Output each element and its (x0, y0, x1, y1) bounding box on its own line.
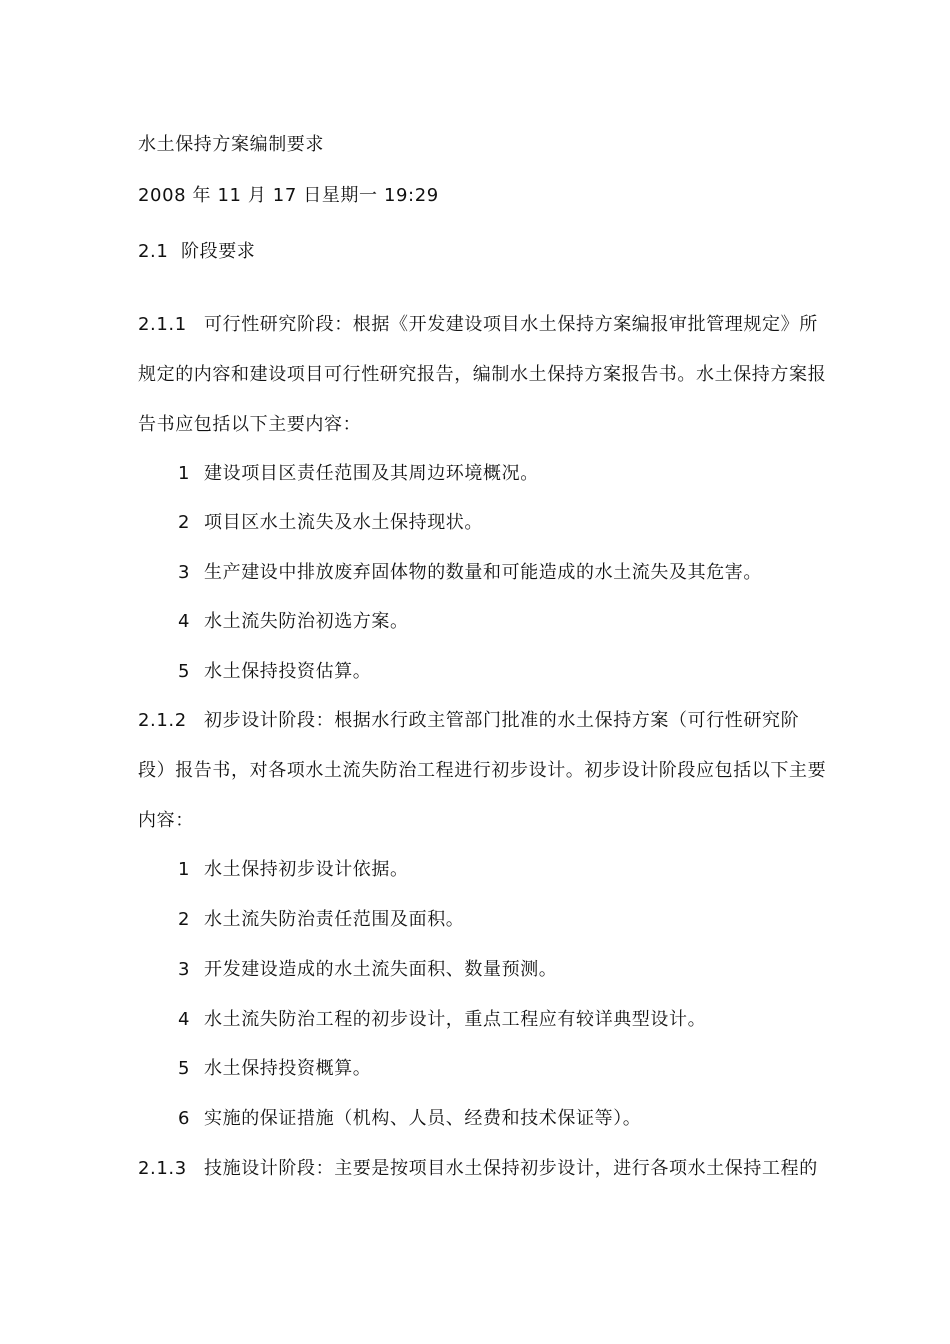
section-2-1-1-line-3: 告书应包括以下主要内容： (138, 414, 362, 435)
list-item-number: 3 (178, 562, 191, 583)
list-item-number: 5 (178, 1058, 191, 1079)
section-2-1-3-number: 2.1.3 (138, 1158, 187, 1179)
list-item-number: 6 (178, 1108, 191, 1129)
document-title: 水土保持方案编制要求 (138, 134, 324, 155)
list-item-text: 项目区水土流失及水土保持现状。 (204, 512, 483, 533)
list-item-text: 水土流失防治责任范围及面积。 (204, 909, 465, 930)
list-item-text: 水土流失防治工程的初步设计，重点工程应有较详典型设计。 (204, 1009, 707, 1030)
list-item-number: 1 (178, 463, 191, 484)
list-item-text: 水土流失防治初选方案。 (204, 611, 409, 632)
list-item-text: 生产建设中排放废弃固体物的数量和可能造成的水土流失及其危害。 (204, 562, 762, 583)
section-2-1-heading: 阶段要求 (181, 241, 256, 262)
document-date: 2008 年 11 月 17 日星期一 19:29 (138, 185, 439, 206)
list-item-text: 开发建设造成的水土流失面积、数量预测。 (204, 959, 558, 980)
section-2-1-3-line-1: 技施设计阶段：主要是按项目水土保持初步设计，进行各项水土保持工程的 (204, 1158, 818, 1179)
section-2-1-1-line-2: 规定的内容和建设项目可行性研究报告，编制水土保持方案报告书。水土保持方案报 (138, 364, 827, 385)
list-item-text: 实施的保证措施（机构、人员、经费和技术保证等）。 (204, 1108, 642, 1129)
section-2-1-1-line-1: 可行性研究阶段：根据《开发建设项目水土保持方案编报审批管理规定》所 (204, 314, 818, 335)
list-item-text: 水土保持初步设计依据。 (204, 859, 409, 880)
section-2-1-2-number: 2.1.2 (138, 710, 187, 731)
list-item-number: 2 (178, 512, 191, 533)
section-2-1-2-line-1: 初步设计阶段：根据水行政主管部门批准的水土保持方案（可行性研究阶 (204, 710, 800, 731)
list-item-number: 4 (178, 1009, 191, 1030)
list-item-number: 3 (178, 959, 191, 980)
section-2-1-1-number: 2.1.1 (138, 314, 187, 335)
section-2-1-2-line-3: 内容： (138, 810, 194, 831)
list-item-text: 水土保持投资估算。 (204, 661, 372, 682)
list-item-number: 5 (178, 661, 191, 682)
list-item-number: 2 (178, 909, 191, 930)
list-item-text: 建设项目区责任范围及其周边环境概况。 (204, 463, 539, 484)
section-2-1-number: 2.1 (138, 241, 169, 262)
list-item-text: 水土保持投资概算。 (204, 1058, 372, 1079)
list-item-number: 1 (178, 859, 191, 880)
list-item-number: 4 (178, 611, 191, 632)
section-2-1-2-line-2: 段）报告书，对各项水土流失防治工程进行初步设计。初步设计阶段应包括以下主要 (138, 760, 827, 781)
